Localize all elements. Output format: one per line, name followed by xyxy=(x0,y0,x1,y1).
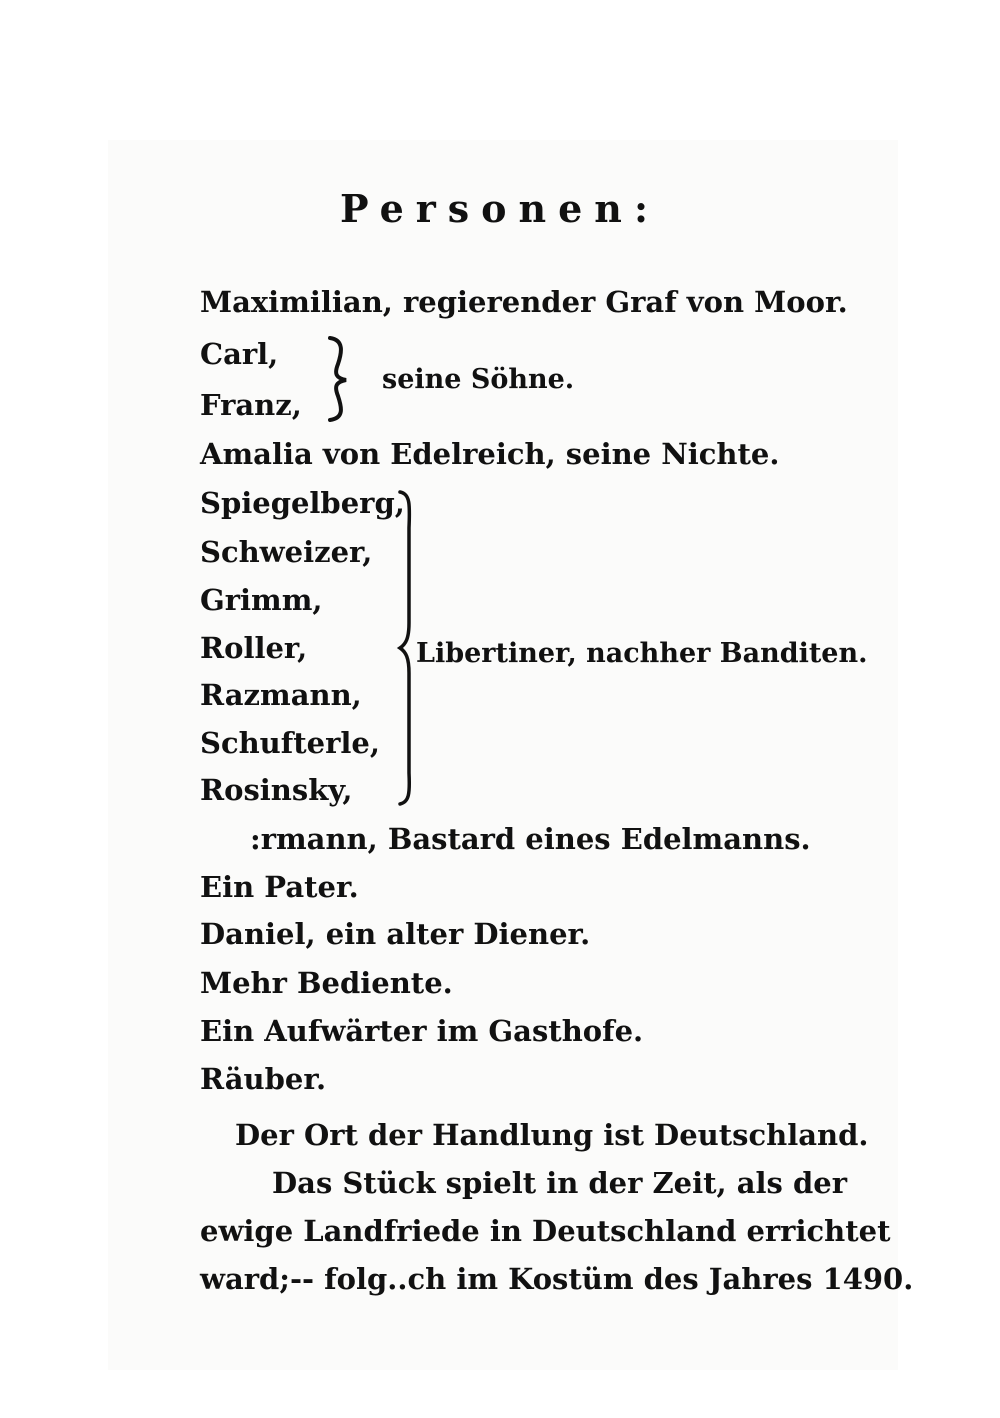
setting-place: Der Ort der Handlung ist Deutschland. xyxy=(235,1118,869,1152)
person-razmann: Razmann, xyxy=(200,678,362,712)
person-rosinsky: Rosinsky, xyxy=(200,773,353,807)
person-spiegelberg: Spiegelberg, xyxy=(200,486,405,520)
person-roller: Roller, xyxy=(200,631,308,665)
person-bediente: Mehr Bediente. xyxy=(200,966,453,1000)
person-daniel: Daniel, ein alter Diener. xyxy=(200,917,591,951)
setting-time-line-2: ewige Landfriede in Deutschland errichtet xyxy=(200,1214,891,1248)
person-franz: Franz, xyxy=(200,388,302,422)
person-pater: Ein Pater. xyxy=(200,870,359,904)
sons-brace-icon xyxy=(322,334,362,424)
person-hermann: :rmann, Bastard eines Edelmanns. xyxy=(250,822,811,856)
person-schufterle: Schufterle, xyxy=(200,726,380,760)
libertines-description: Libertiner, nachher Banditen. xyxy=(416,638,868,669)
person-raeuber: Räuber. xyxy=(200,1062,327,1096)
person-maximilian: Maximilian, regierender Graf von Moor. xyxy=(200,285,848,319)
person-grimm: Grimm, xyxy=(200,583,323,617)
person-carl: Carl, xyxy=(200,337,279,371)
person-schweizer: Schweizer, xyxy=(200,535,373,569)
setting-time-line-1: Das Stück spielt in der Zeit, als der xyxy=(272,1166,847,1200)
page-title: Personen: xyxy=(340,186,660,231)
setting-time-line-3: ward;-- folg..ch im Kostüm des Jahres 1490. xyxy=(200,1262,914,1296)
sons-description: seine Söhne. xyxy=(382,364,575,395)
person-aufwaerter: Ein Aufwärter im Gasthofe. xyxy=(200,1014,644,1048)
person-amalia: Amalia von Edelreich, seine Nichte. xyxy=(200,437,780,471)
